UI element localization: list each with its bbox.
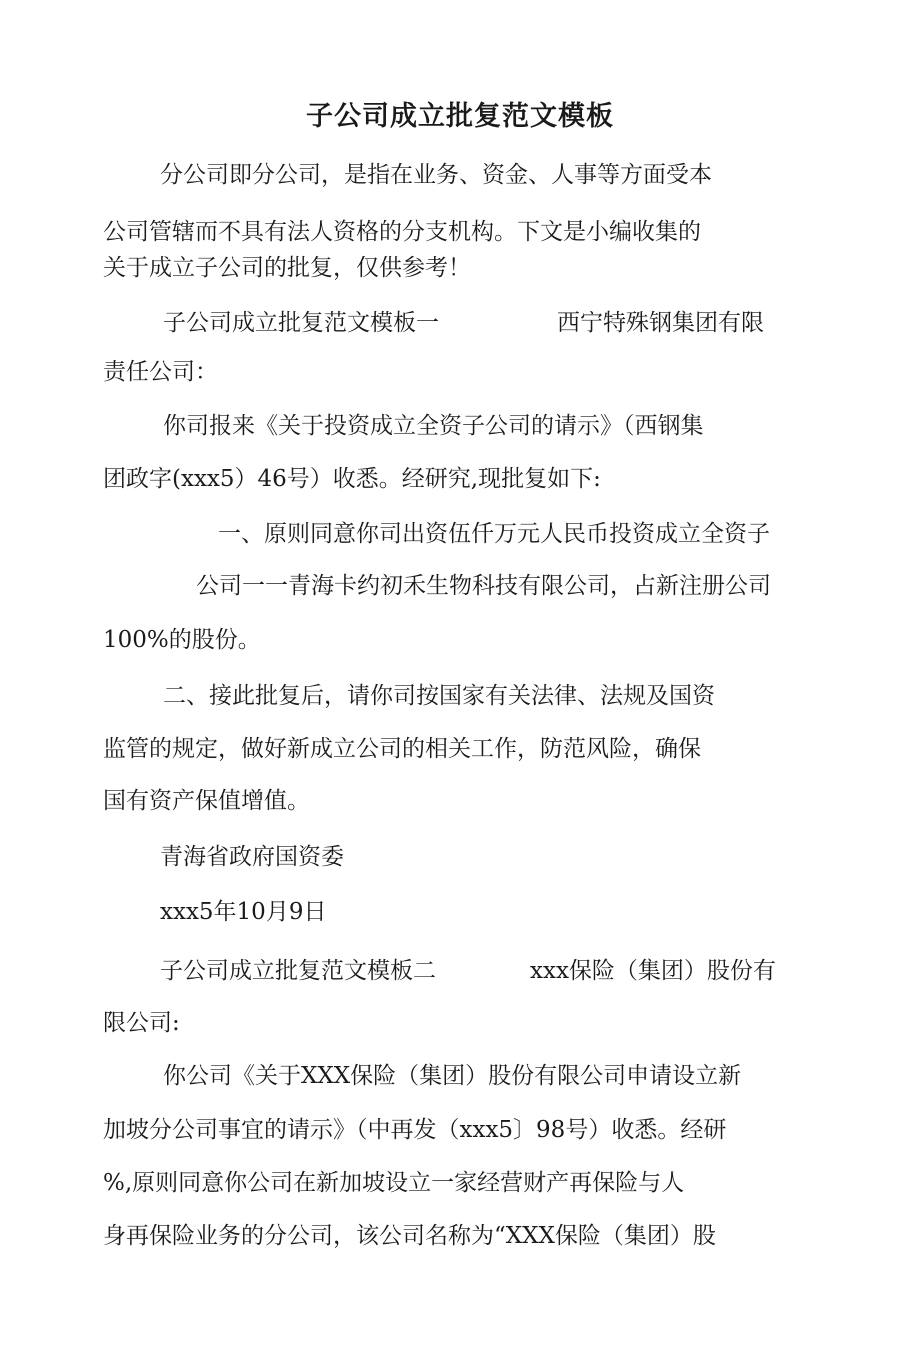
- template-one-addressee: 西宁特殊钢集团有限: [557, 310, 764, 336]
- body2-line-1: 你公司《关于XXX保险（集团）股份有限公司申请设立新: [163, 1063, 742, 1089]
- body2-line-3: %,原则同意你公司在新加坡设立一家经营财产再保险与人: [103, 1170, 685, 1196]
- body2-line-4: 身再保险业务的分公司，该公司名称为“XXX保险（集团）股: [103, 1223, 716, 1249]
- template-two-addressee-cont: 限公司:: [103, 1010, 180, 1036]
- body-item-2-line-1: 二、接此批复后，请你司按国家有关法律、法规及国资: [163, 683, 715, 709]
- signature-issuer: 青海省政府国资委: [160, 844, 344, 870]
- signature-date: xxx5年10月9日: [160, 899, 327, 925]
- body-item-1-line-3: 100%的股份。: [103, 627, 261, 653]
- intro-line-1: 分公司即分公司，是指在业务、资金、人事等方面受本: [160, 162, 712, 188]
- template-one-heading: 子公司成立批复范文模板一: [163, 310, 439, 336]
- body-item-1-line-2: 公司一一青海卡约初禾生物科技有限公司，占新注册公司: [196, 573, 771, 599]
- body-item-2-line-3: 国有资产保值增值。: [103, 788, 310, 814]
- intro-line-3: 关于成立子公司的批复，仅供参考！: [103, 255, 471, 281]
- body-item-1-line-1: 一、原则同意你司出资伍仟万元人民币投资成立全资子: [218, 521, 770, 547]
- body-line-2: 团政字(xxx5）46号）收悉。经研究,现批复如下:: [103, 466, 601, 492]
- intro-line-2: 公司管辖而不具有法人资格的分支机构。下文是小编收集的: [103, 219, 701, 245]
- template-one-addressee-cont: 责任公司：: [103, 359, 218, 385]
- template-two-heading: 子公司成立批复范文模板二: [160, 958, 436, 984]
- body-item-2-line-2: 监管的规定，做好新成立公司的相关工作，防范风险，确保: [103, 736, 701, 762]
- document-title: 子公司成立批复范文模板: [306, 101, 614, 132]
- body-line-1: 你司报来《关于投资成立全资子公司的请示》（西钢集: [163, 413, 704, 439]
- body2-line-2: 加坡分公司事宜的请示》（中再发（xxx5〕98号）收悉。经研: [103, 1117, 727, 1143]
- template-two-addressee: xxx保险（集团）股份有: [530, 958, 776, 984]
